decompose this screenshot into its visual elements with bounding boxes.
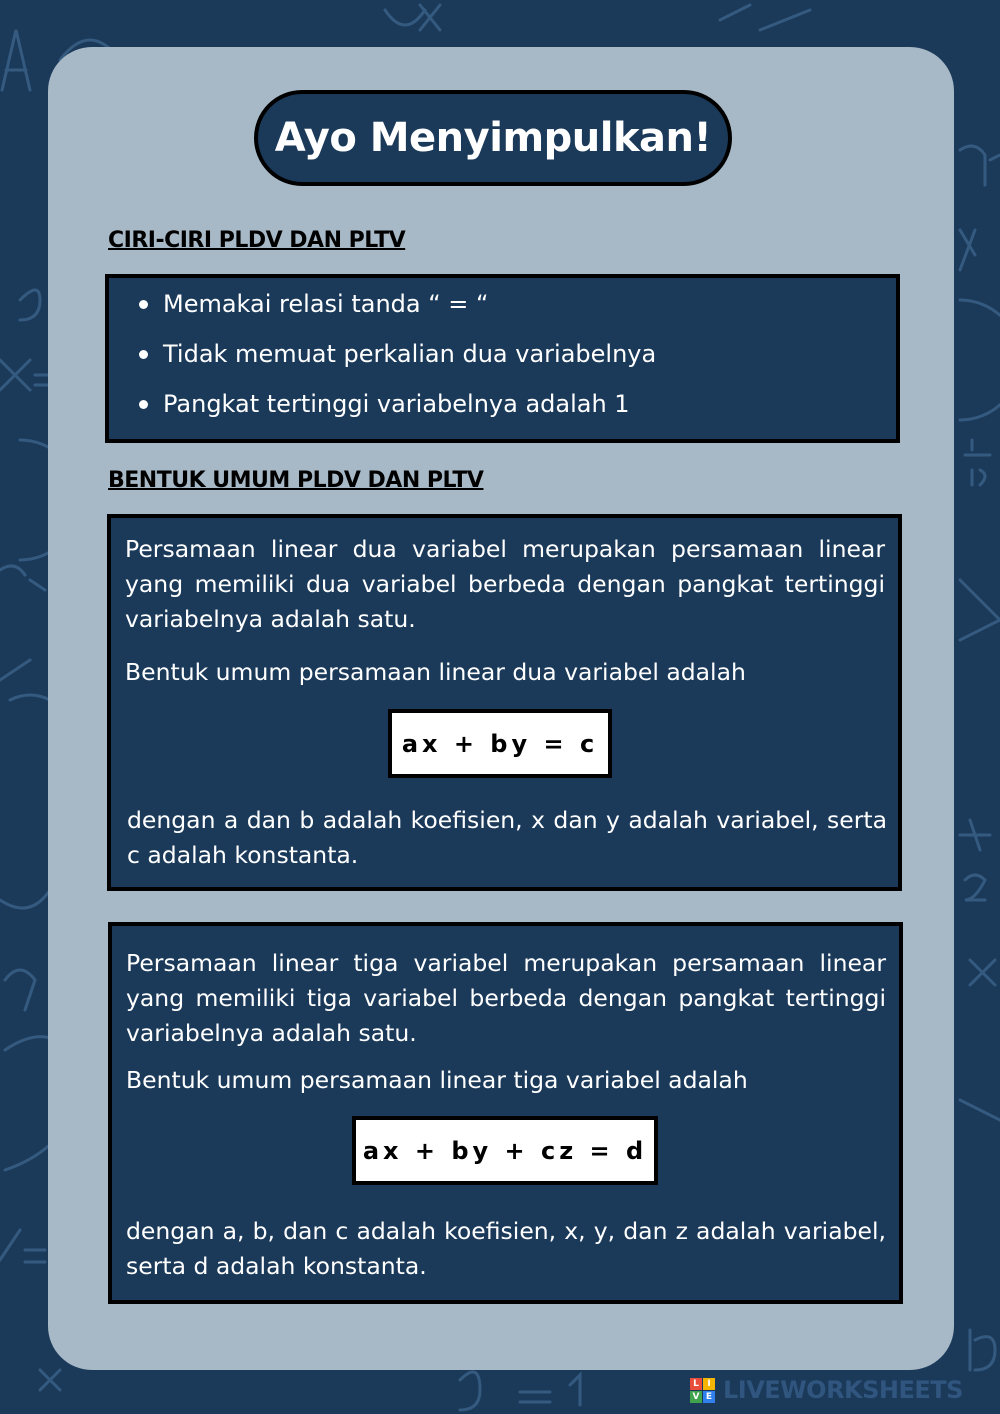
pldv-definition: Persamaan linear dua variabel merupakan persamaan linear yang memiliki dua variabel berbeda dengan pangkat tertinggi variabelnya adalah satu.: [125, 535, 885, 633]
pldv-formula: ax + by = c: [388, 709, 612, 778]
page-title: Ayo Menyimpulkan!: [254, 90, 732, 186]
watermark-text: LIVEWORKSHEETS: [723, 1376, 963, 1404]
section-heading-bentuk: BENTUK UMUM PLDV DAN PLTV: [108, 468, 484, 493]
section-heading-ciri: CIRI-CIRI PLDV DAN PLTV: [108, 228, 406, 253]
pltv-explanation: dengan a, b, dan c adalah koefisien, x, y, dan z adalah variabel, serta d adalah konstanta.: [126, 1217, 886, 1280]
pltv-formula: ax + by + cz = d: [352, 1116, 658, 1185]
pltv-box: [108, 922, 903, 1304]
pltv-definition: Persamaan linear tiga variabel merupakan persamaan linear yang memiliki tiga variabel berbeda dengan pangkat tertinggi variabelnya adalah satu.: [126, 949, 886, 1047]
pltv-intro: Bentuk umum persamaan linear tiga variabel adalah: [126, 1066, 748, 1094]
liveworksheets-watermark: [690, 1374, 963, 1406]
list-item: Pangkat tertinggi variabelnya adalah 1: [139, 392, 896, 416]
pldv-box: [107, 514, 902, 891]
pldv-explanation: dengan a dan b adalah koefisien, x dan y adalah variabel, serta c adalah konstanta.: [127, 806, 887, 869]
ciri-list: [109, 278, 896, 416]
liveworksheets-logo-icon: L I V E: [690, 1378, 715, 1403]
ciri-list-box: [105, 274, 900, 443]
list-item: Tidak memuat perkalian dua variabelnya: [139, 342, 896, 366]
list-item: Memakai relasi tanda “ = “: [139, 292, 896, 316]
pldv-intro: Bentuk umum persamaan linear dua variabel adalah: [125, 658, 746, 686]
